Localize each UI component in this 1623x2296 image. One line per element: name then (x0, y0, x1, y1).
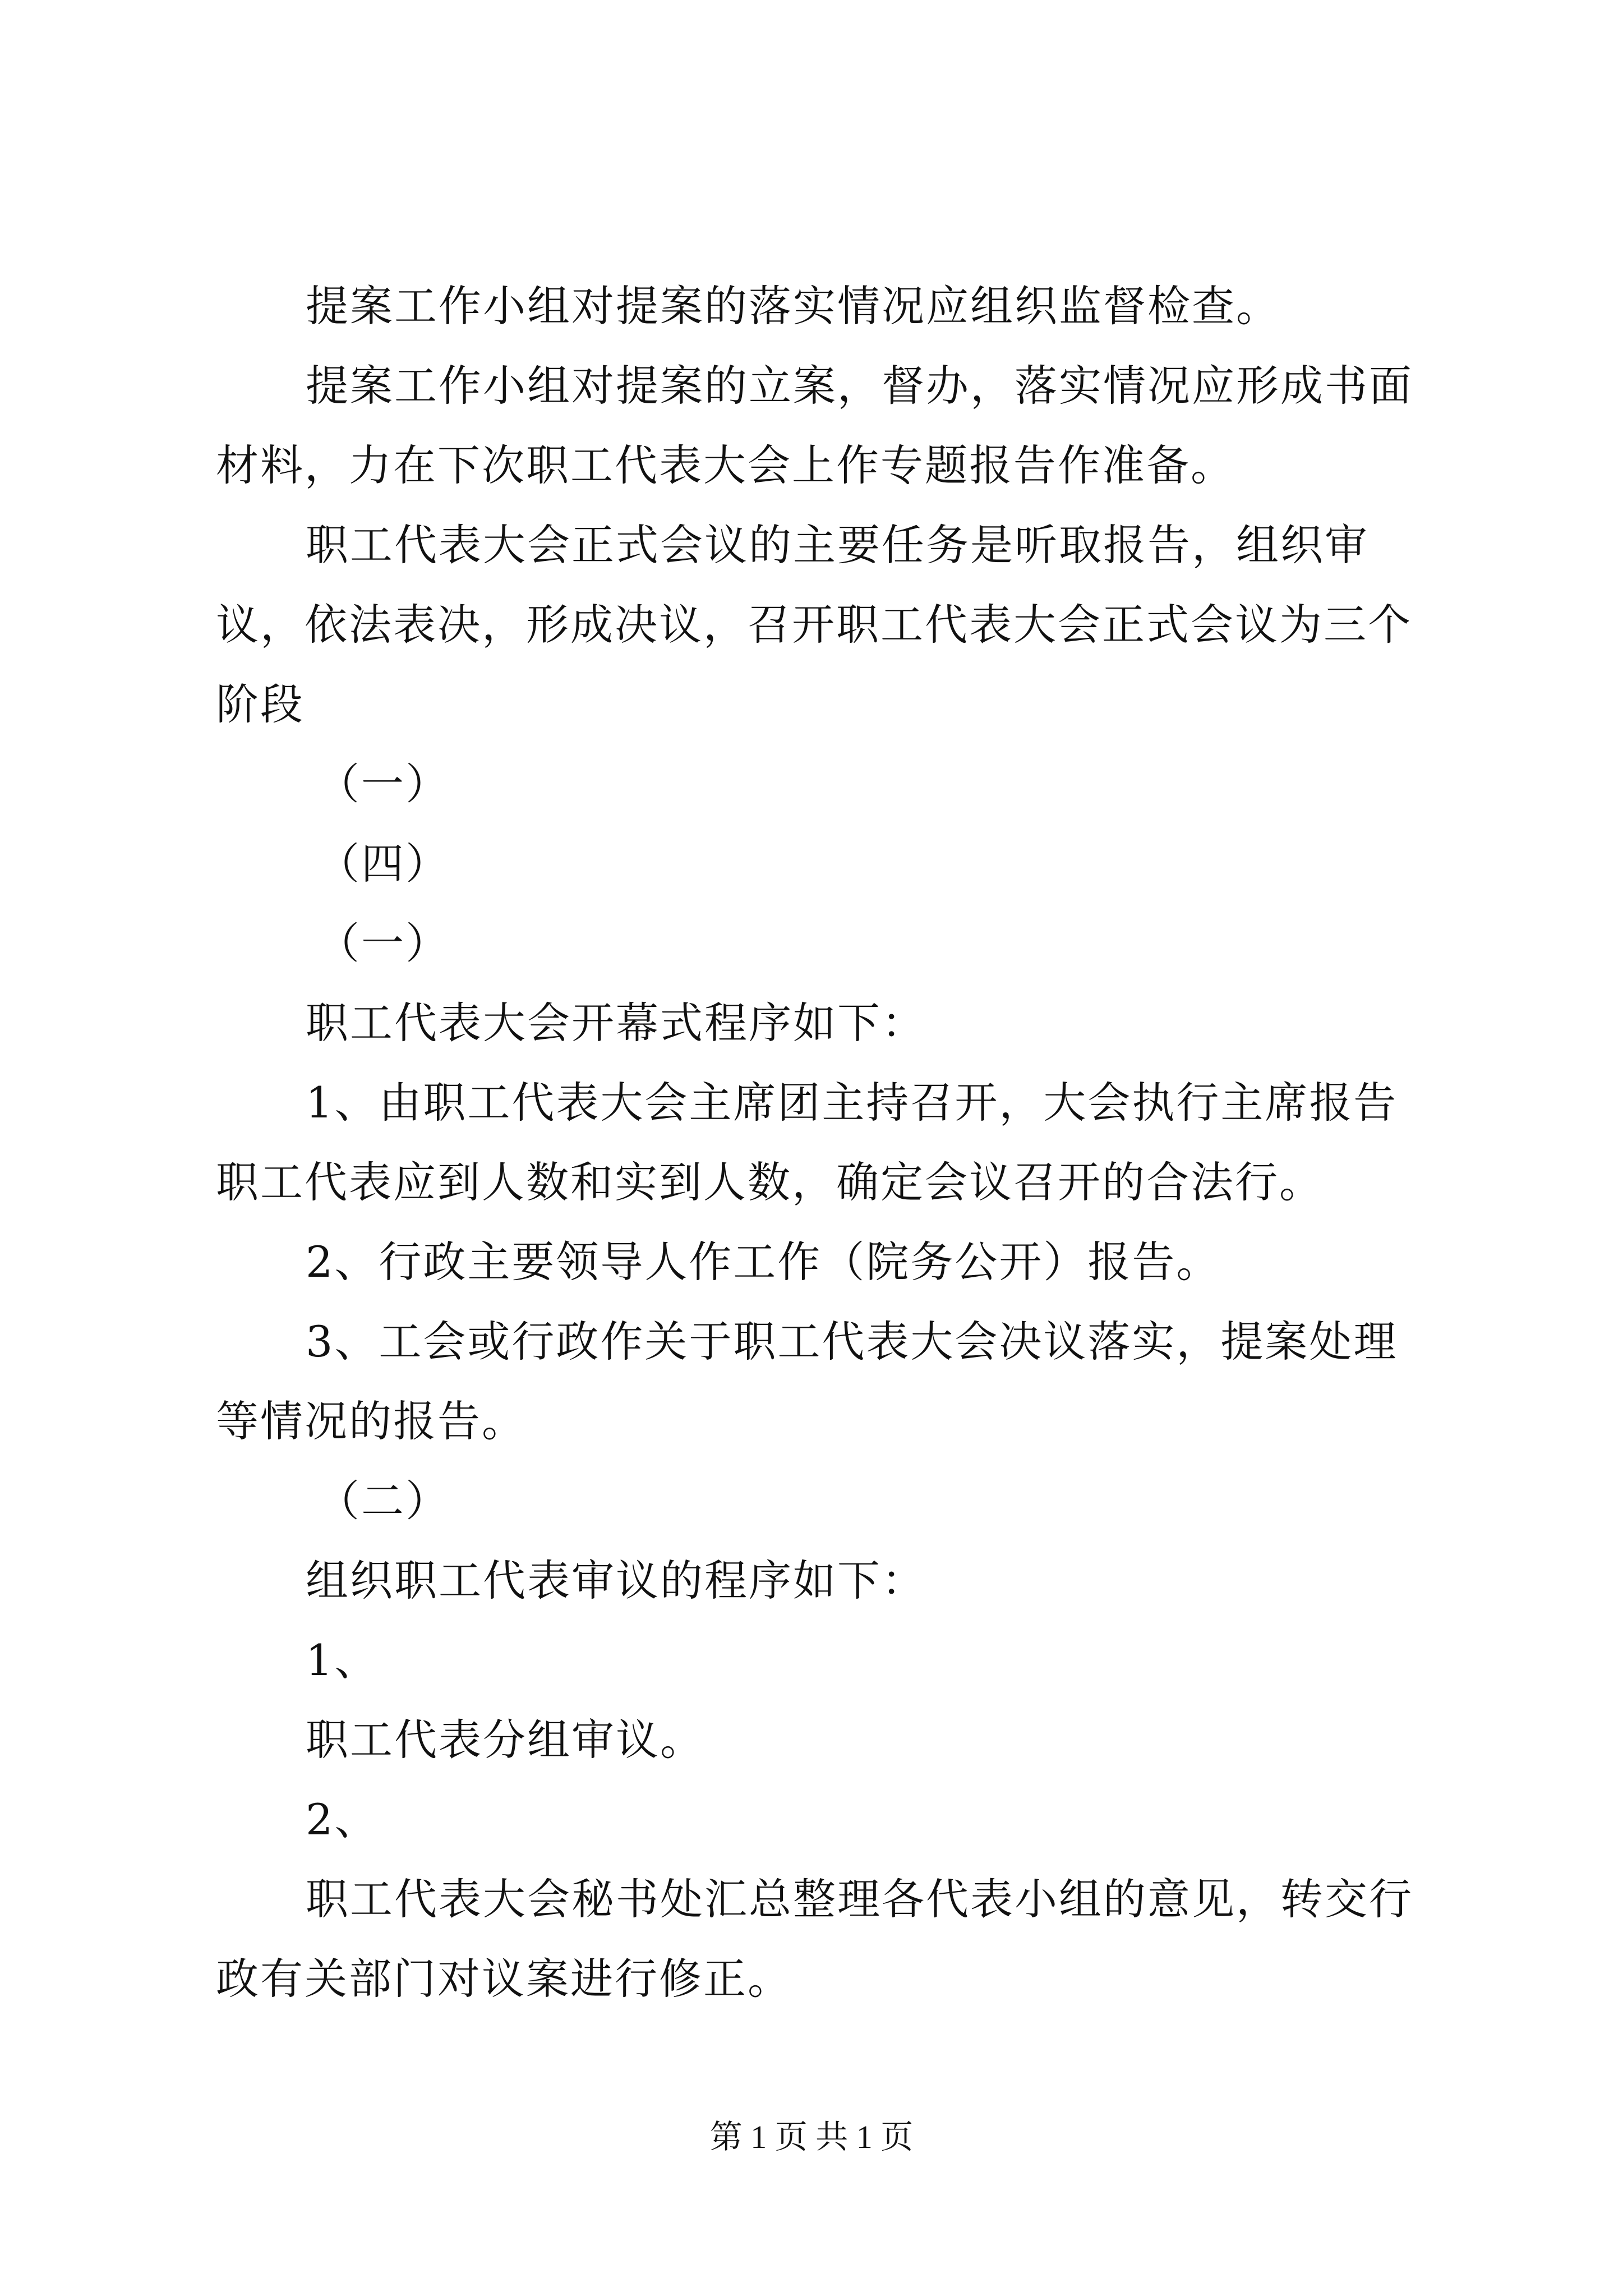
section-marker-4: （四） (317, 839, 450, 889)
paragraph-3: 职工代表大会正式会议的主要任务是听取报告，组织审议，依法表决，形成决议，召开职工代表大会正式会议为三个阶段 (216, 520, 1412, 729)
paragraph-1: 提案工作小组对提案的落实情况应组织监督检查。 (306, 281, 1280, 331)
paragraph-2: 提案工作小组对提案的立案，督办，落实情况应形成书面材料，力在下次职工代表大会上作专题报告作准备。 (216, 361, 1413, 490)
list-item-2: 2、行政主要领导人作工作（院务公开）报告。 (306, 1237, 1221, 1287)
paragraph-opening-procedure: 职工代表大会开幕式程序如下： (306, 998, 926, 1048)
section-marker-2: （二） (317, 1476, 450, 1526)
section-marker-1b: （一） (317, 918, 450, 968)
list-item-3: 3、工会或行政作关于职工代表大会决议落实，提案处理等情况的报告。 (216, 1317, 1398, 1446)
list-number-1: 1、 (306, 1635, 379, 1685)
list-item-1: 1、由职工代表大会主席团主持召开，大会执行主席报告职工代表应到人数和实到人数，确定会议召开的合法行。 (216, 1078, 1398, 1207)
paragraph-secretariat: 职工代表大会秘书处汇总整理各代表小组的意见，转交行政有关部门对议案进行修正。 (216, 1874, 1413, 2004)
list-number-2: 2、 (306, 1795, 379, 1844)
document-body (216, 266, 1422, 2019)
section-marker-1: （一） (317, 759, 450, 809)
paragraph-group-review: 职工代表分组审议。 (306, 1715, 704, 1765)
paragraph-review-procedure: 组织职工代表审议的程序如下： (306, 1556, 926, 1605)
page-footer: 第 1 页 共 1 页 (709, 2119, 914, 2155)
